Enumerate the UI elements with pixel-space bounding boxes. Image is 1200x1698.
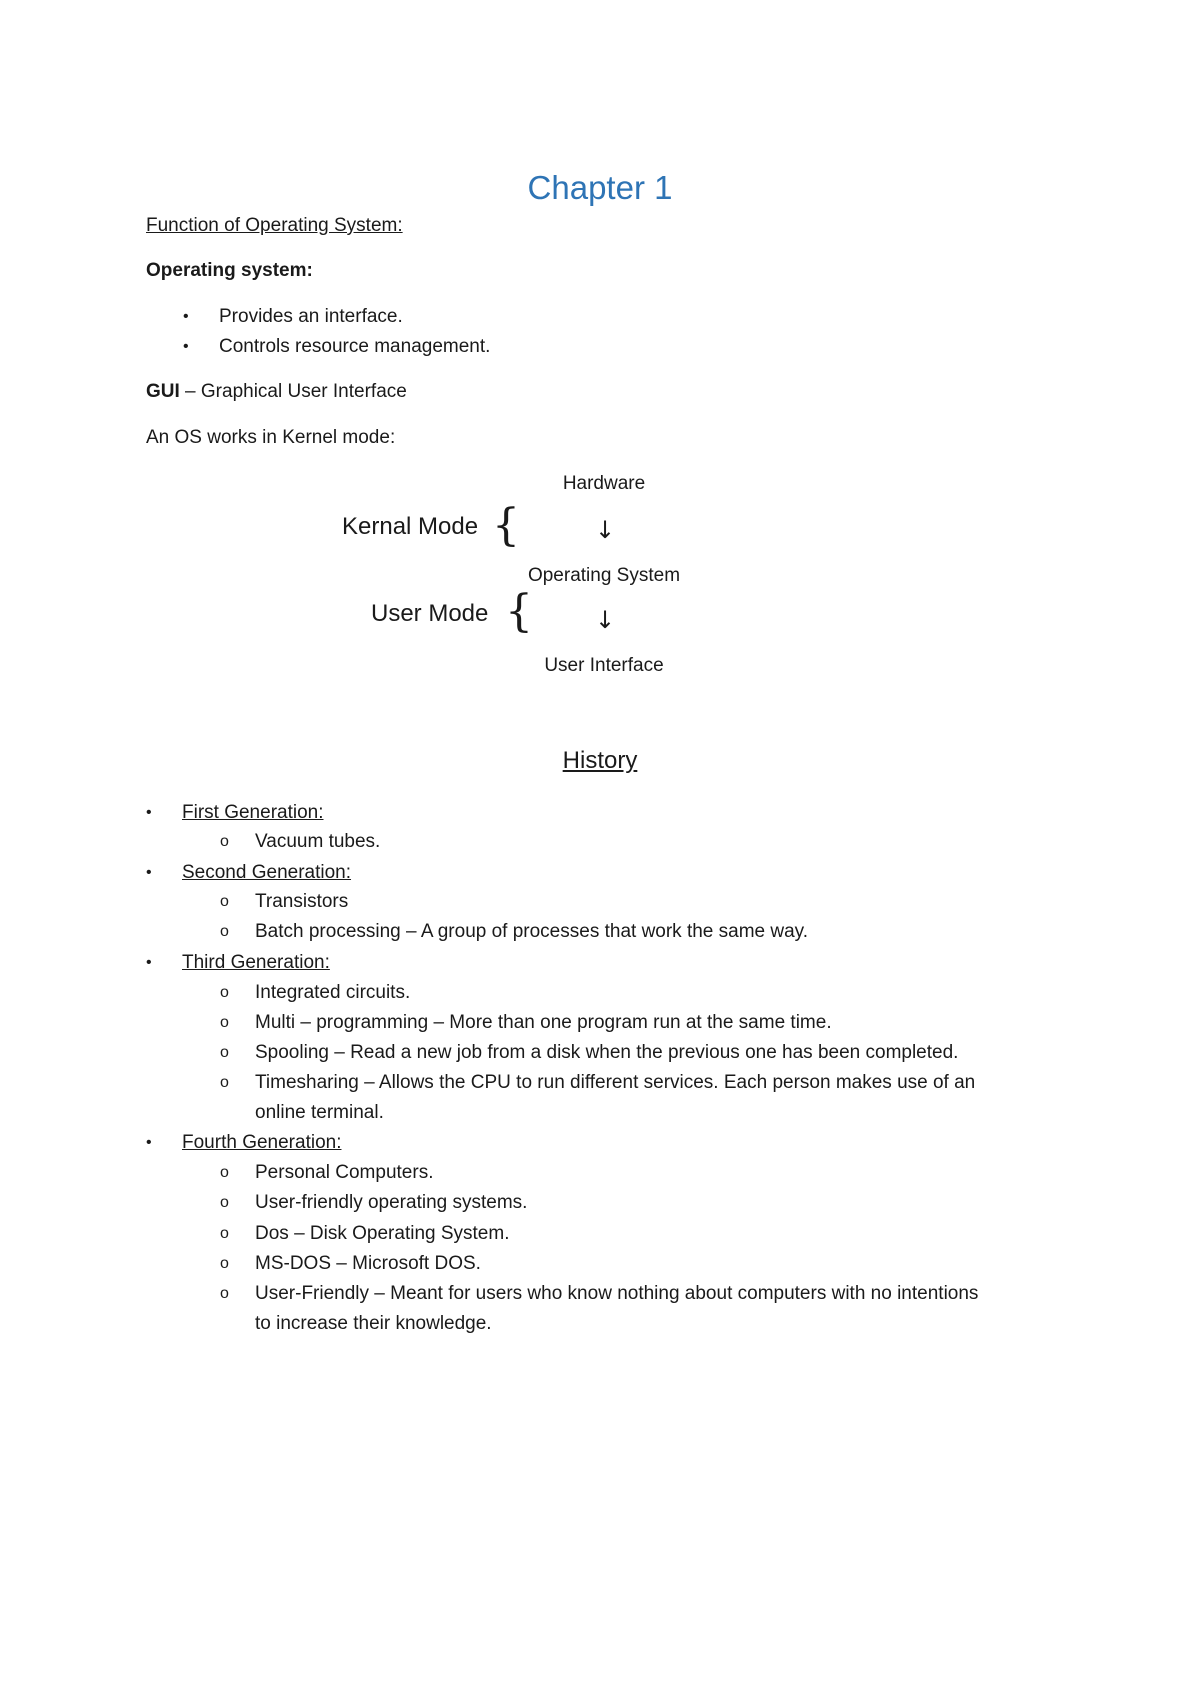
generation-item: Dos – Disk Operating System.	[255, 1223, 510, 1244]
user-mode-brace: {	[505, 586, 533, 637]
generation-item-continued: online terminal.	[255, 1102, 384, 1123]
generation-item: User-friendly operating systems.	[255, 1192, 528, 1213]
bullet-marker: •	[146, 954, 152, 971]
sub-bullet-marker: o	[220, 1164, 229, 1181]
generation-label: Third Generation:	[182, 952, 330, 973]
down-arrow-icon: ↓	[595, 606, 616, 634]
sub-bullet-marker: o	[220, 1285, 229, 1302]
page-title: Chapter 1	[527, 169, 673, 206]
bullet-marker: •	[146, 864, 152, 881]
bullet-marker: •	[146, 1134, 152, 1151]
function-heading: Function of Operating System:	[146, 215, 403, 236]
generation-item: Timesharing – Allows the CPU to run different services. Each person makes use of an	[255, 1072, 976, 1093]
kernel-mode-brace: {	[492, 500, 520, 551]
generation-item: Multi – programming – More than one program run at the same time.	[255, 1012, 832, 1033]
generation-item: Transistors	[255, 891, 349, 912]
diagram-operating-system: Operating System	[527, 565, 681, 586]
sub-bullet-marker: o	[220, 893, 229, 910]
sub-bullet-marker: o	[220, 1255, 229, 1272]
sub-bullet-marker: o	[220, 923, 229, 940]
gui-term: GUI	[146, 381, 180, 402]
kernel-line: An OS works in Kernel mode:	[146, 427, 396, 448]
sub-bullet-marker: o	[220, 833, 229, 850]
sub-bullet-marker: o	[220, 1074, 229, 1091]
bullet-marker: •	[183, 308, 189, 325]
sub-bullet-marker: o	[220, 1014, 229, 1031]
generation-item: User-Friendly – Meant for users who know nothing about computers with no intentions	[255, 1283, 979, 1304]
user-mode-label: User Mode	[371, 600, 489, 627]
generation-item: Batch processing – A group of processes that work the same way.	[255, 921, 809, 942]
generation-item: Integrated circuits.	[255, 982, 411, 1003]
gui-line	[146, 380, 407, 404]
bullet-marker: •	[183, 338, 189, 355]
os-point: Controls resource management.	[219, 336, 491, 357]
sub-bullet-marker: o	[220, 984, 229, 1001]
generation-label: First Generation:	[182, 802, 324, 823]
history-heading: History	[562, 747, 638, 774]
generation-item: Vacuum tubes.	[255, 831, 381, 852]
generation-label: Second Generation:	[182, 862, 352, 883]
gui-definition: – Graphical User Interface	[179, 381, 407, 402]
generation-item: Spooling – Read a new job from a disk when the previous one has been completed.	[255, 1042, 959, 1063]
diagram-hardware: Hardware	[562, 473, 646, 494]
os-point: Provides an interface.	[219, 306, 403, 327]
sub-bullet-marker: o	[220, 1225, 229, 1242]
sub-bullet-marker: o	[220, 1194, 229, 1211]
down-arrow-icon: ↓	[595, 516, 616, 544]
generation-item-continued: to increase their knowledge.	[255, 1313, 492, 1334]
diagram-user-interface: User Interface	[544, 655, 664, 676]
kernel-mode-label: Kernal Mode	[342, 513, 479, 540]
sub-bullet-marker: o	[220, 1044, 229, 1061]
os-label: Operating system:	[146, 260, 313, 281]
bullet-marker: •	[146, 804, 152, 821]
generation-item: Personal Computers.	[255, 1162, 434, 1183]
generation-item: MS-DOS – Microsoft DOS.	[255, 1253, 481, 1274]
generation-label: Fourth Generation:	[182, 1132, 342, 1153]
